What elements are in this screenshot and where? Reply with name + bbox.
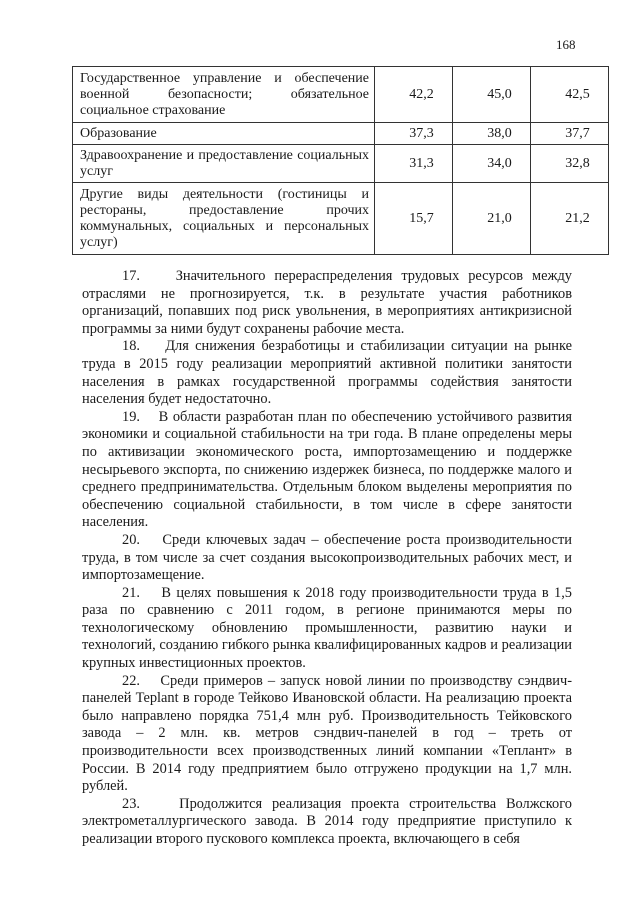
page-number: 168 xyxy=(556,37,576,52)
value-cell xyxy=(375,123,453,145)
cell-value: 31,3 xyxy=(409,155,434,171)
value-cell xyxy=(531,67,609,123)
value-cell xyxy=(531,183,609,255)
row-label: Другие виды деятельности (гостиницы и рестораны, предоставление прочих коммунальных, социальных и персональных услуг) xyxy=(73,183,375,255)
value-cell xyxy=(453,123,531,145)
value-cell xyxy=(453,145,531,183)
table-row xyxy=(73,145,609,183)
paragraph-19: 19. В области разработан план по обеспечению устойчивого развития экономики и социальной стабильности на три года. В плане определены меры по активизации экономического роста, импортозамещению и поддержке несырьевого экспорта, по снижению издержек бизнеса, по поддержке малого и среднего предпринимательства. Отдельным блоком выделены мероприятия по обеспечению социальной стабильности, в том числе в сфере занятости населения. xyxy=(82,408,572,531)
table-row xyxy=(73,67,609,123)
table-row xyxy=(73,183,609,255)
cell-value: 15,7 xyxy=(409,210,434,226)
paragraph-20: 20. Среди ключевых задач – обеспечение роста производительности труда, в том числе за счет создания высокопроизводительных рабочих мест, и импортозамещение. xyxy=(82,531,572,584)
cell-value: 38,0 xyxy=(487,125,512,141)
value-cell xyxy=(531,123,609,145)
paragraph-22: 22. Среди примеров – запуск новой линии по производству сэндвич-панелей Teplant в городе Тейково Ивановской области. На реализацию проекта было направлено порядка 751,4 млн руб. Производительность Тейковского завода – 2 млн. кв. метров сэндвич-панелей в год – треть от производительности всех производственных линий компании «Теплант» в России. В 2014 году предприятием было отгружено продукции на 1,7 млн. рублей. xyxy=(82,672,572,795)
body-text xyxy=(82,268,572,849)
value-cell xyxy=(375,67,453,123)
cell-value: 42,5 xyxy=(565,86,590,102)
cell-value: 37,7 xyxy=(565,125,590,141)
cell-value: 21,2 xyxy=(565,210,590,226)
cell-value: 21,0 xyxy=(487,210,512,226)
value-cell xyxy=(453,67,531,123)
value-cell xyxy=(375,183,453,255)
value-cell xyxy=(531,145,609,183)
paragraph-23: 23. Продолжится реализация проекта строительства Волжского электрометаллургического завода. В 2014 году предприятие приступило к реализации второго пускового комплекса проекта, включающего в себя xyxy=(82,795,572,847)
value-cell xyxy=(375,145,453,183)
cell-value: 32,8 xyxy=(565,155,590,171)
paragraph-18: 18. Для снижения безработицы и стабилизации ситуации на рынке труда в 2015 году реализации мероприятий активной политики занятости населения в рамках государственной программы содействия занятости населения будет недостаточно. xyxy=(82,338,572,408)
row-label: Государственное управление и обеспечение военной безопасности; обязательное социальное страхование xyxy=(73,67,375,123)
data-table xyxy=(72,66,609,255)
cell-value: 37,3 xyxy=(409,125,434,141)
paragraph-21: 21. В целях повышения к 2018 году производительности труда в 1,5 раза по сравнению с 2011 годом, в регионе принимаются меры по технологическому обновлению промышленности, развитию науки и технологий, созданию гибкого рынка квалифицированных кадров и реализации крупных инвестиционных проектов. xyxy=(82,584,572,672)
cell-value: 34,0 xyxy=(487,155,512,171)
cell-value: 42,2 xyxy=(409,86,434,102)
row-label: Образование xyxy=(73,123,375,145)
table-row xyxy=(73,123,609,145)
paragraph-17: 17. Значительного перераспределения трудовых ресурсов между отраслями не прогнозируется, т.к. в результате участия работников организаций, попавших под риск увольнения, в мероприятиях антикризисной программы за ними будут сохранены рабочие места. xyxy=(82,268,572,337)
value-cell xyxy=(453,183,531,255)
cell-value: 45,0 xyxy=(487,86,512,102)
row-label: Здравоохранение и предоставление социальных услуг xyxy=(73,145,375,183)
